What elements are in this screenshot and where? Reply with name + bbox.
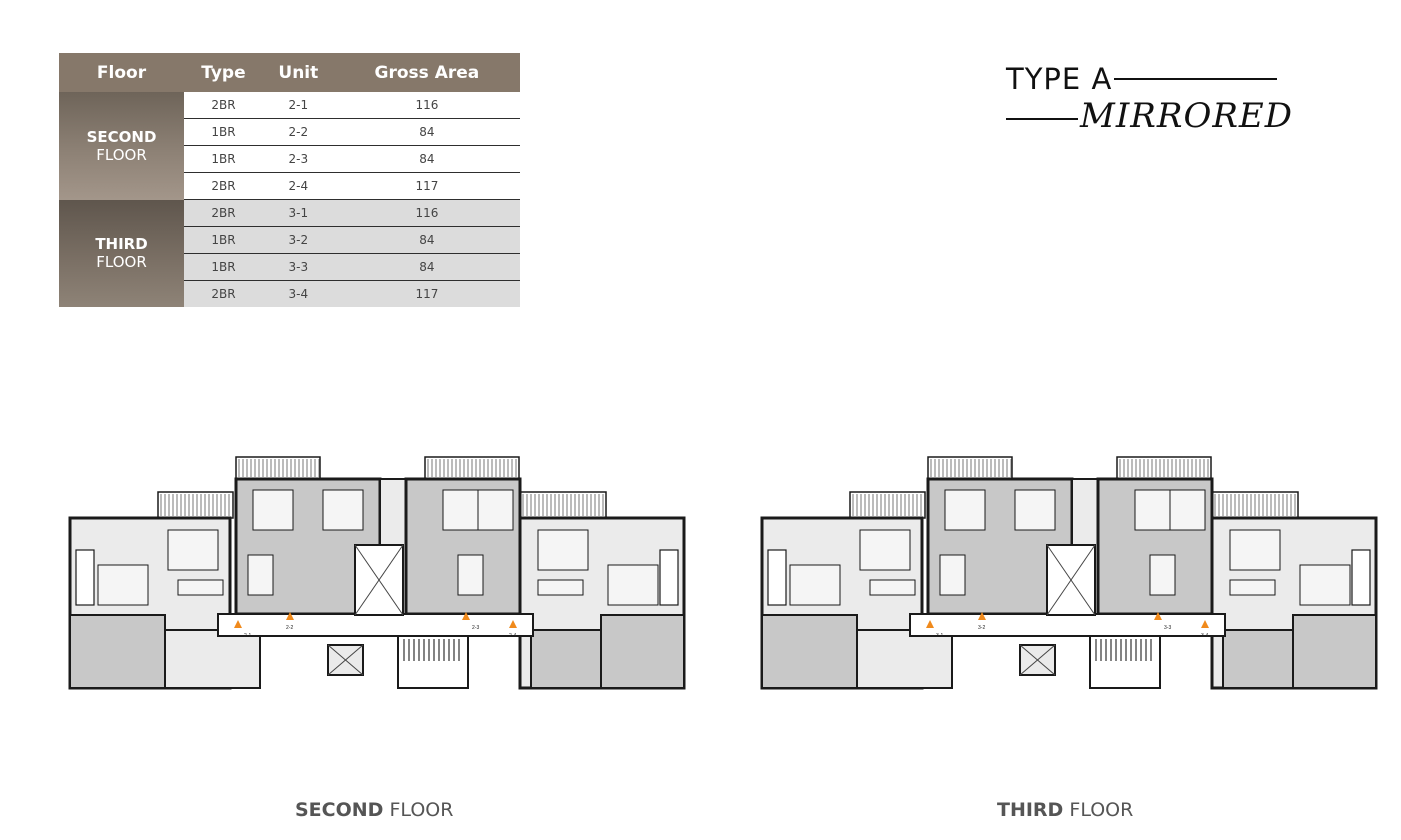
furniture <box>178 580 223 595</box>
caption-bold: THIRD <box>997 799 1064 821</box>
bedroom <box>762 615 857 688</box>
bedroom <box>1293 615 1376 688</box>
caption-light: FLOOR <box>389 799 454 821</box>
third-floor-group <box>59 200 520 308</box>
window <box>768 550 786 605</box>
furniture <box>945 490 985 530</box>
furniture <box>1170 490 1205 530</box>
cell-type: 1BR <box>184 254 263 281</box>
header-floor: Floor <box>59 53 184 92</box>
second-floor-group <box>59 92 520 200</box>
kitchen <box>1223 630 1293 688</box>
floor-label-bold: THIRD <box>95 235 148 254</box>
caption-second-floor <box>295 799 453 821</box>
furniture <box>1135 490 1175 530</box>
caption-third-floor <box>997 799 1133 821</box>
cell-type: 2BR <box>184 281 263 308</box>
floor-label-third <box>59 200 184 308</box>
unit-tag: 3-1 <box>936 633 944 639</box>
window <box>660 550 678 605</box>
caption-bold: SECOND <box>295 799 384 821</box>
header-gross-area: Gross Area <box>334 53 520 92</box>
cell-type: 2BR <box>184 200 263 227</box>
floor-label-light: FLOOR <box>96 145 147 164</box>
cell-type: 1BR <box>184 146 263 173</box>
furniture <box>1230 530 1280 570</box>
cell-type: 1BR <box>184 227 263 254</box>
cell-area: 84 <box>334 254 520 281</box>
unit-area-table <box>59 53 520 307</box>
floor-label-light: FLOOR <box>96 253 147 272</box>
unit-tag: 2-4 <box>509 633 517 639</box>
unit-tag: 3-3 <box>1164 625 1172 631</box>
furniture <box>1300 565 1350 605</box>
cell-unit: 2-2 <box>263 119 334 146</box>
cell-area: 116 <box>334 92 520 119</box>
cell-area: 84 <box>334 146 520 173</box>
furniture <box>538 530 588 570</box>
cell-unit: 3-2 <box>263 227 334 254</box>
floor-label-bold: SECOND <box>86 127 157 146</box>
floor-plan-drawing <box>760 455 1378 691</box>
furniture <box>870 580 915 595</box>
furniture <box>940 555 965 595</box>
window <box>1352 550 1370 605</box>
cell-area: 84 <box>334 227 520 254</box>
floor-plan-drawing <box>68 455 686 691</box>
furniture <box>790 565 840 605</box>
furniture <box>860 530 910 570</box>
bedroom <box>601 615 684 688</box>
title-rule-top <box>1114 78 1277 80</box>
title-type-a: TYPE A <box>1006 62 1113 96</box>
page-title <box>1006 60 1296 140</box>
furniture <box>538 580 583 595</box>
furniture <box>1150 555 1175 595</box>
cell-area: 84 <box>334 119 520 146</box>
cell-area: 117 <box>334 173 520 200</box>
furniture <box>478 490 513 530</box>
furniture <box>608 565 658 605</box>
cell-unit: 3-1 <box>263 200 334 227</box>
furniture <box>98 565 148 605</box>
corridor <box>218 614 533 636</box>
furniture <box>168 530 218 570</box>
header-type: Type <box>184 53 263 92</box>
floor-plan-third <box>760 455 1378 691</box>
window <box>76 550 94 605</box>
unit-tag: 2-2 <box>286 625 294 631</box>
cell-type: 2BR <box>184 173 263 200</box>
kitchen <box>531 630 601 688</box>
header-unit: Unit <box>263 53 334 92</box>
unit-tag: 3-2 <box>978 625 986 631</box>
furniture <box>253 490 293 530</box>
balcony <box>928 457 1012 479</box>
table-row <box>59 200 520 227</box>
title-mirrored: MIRRORED <box>1080 96 1293 136</box>
furniture <box>443 490 483 530</box>
cell-unit: 2-4 <box>263 173 334 200</box>
unit-tag: 2-3 <box>472 625 480 631</box>
cell-unit: 3-4 <box>263 281 334 308</box>
title-rule-bottom <box>1006 118 1078 120</box>
cell-unit: 2-1 <box>263 92 334 119</box>
cell-unit: 2-3 <box>263 146 334 173</box>
floor-label-second <box>59 92 184 200</box>
unit-tag: 2-1 <box>244 633 252 639</box>
bedroom <box>70 615 165 688</box>
table-header-row <box>59 53 520 92</box>
cell-unit: 3-3 <box>263 254 334 281</box>
floor-plan-second <box>68 455 686 691</box>
cell-area: 117 <box>334 281 520 308</box>
furniture <box>248 555 273 595</box>
cell-type: 1BR <box>184 119 263 146</box>
furniture <box>458 555 483 595</box>
caption-light: FLOOR <box>1069 799 1134 821</box>
furniture <box>1230 580 1275 595</box>
cell-type: 2BR <box>184 92 263 119</box>
corridor <box>910 614 1225 636</box>
cell-area: 116 <box>334 200 520 227</box>
table-row <box>59 92 520 119</box>
furniture <box>323 490 363 530</box>
unit-tag: 3-4 <box>1201 633 1209 639</box>
furniture <box>1015 490 1055 530</box>
